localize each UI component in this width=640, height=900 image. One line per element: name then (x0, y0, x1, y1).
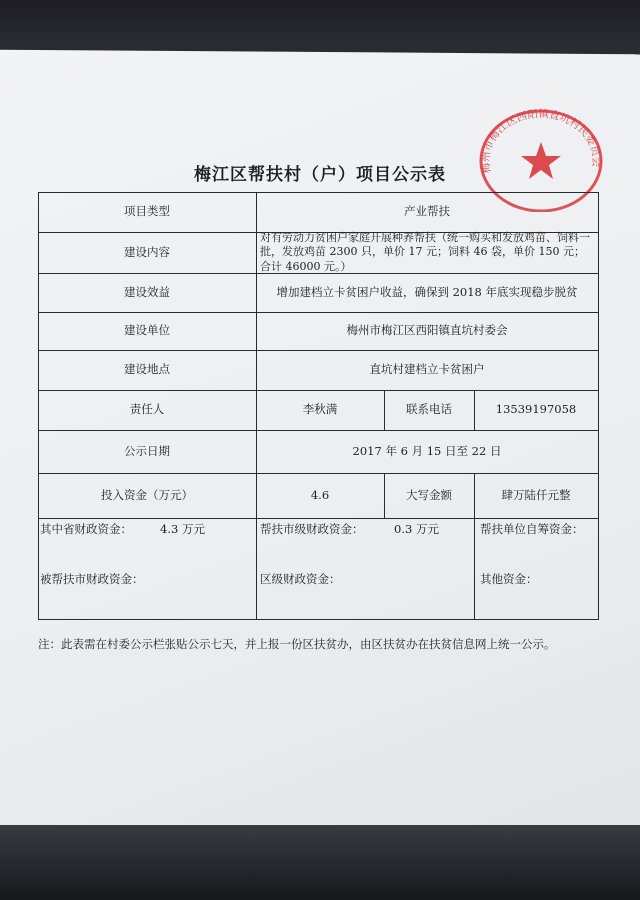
publicity-date-value: 2017 年 6 月 15 日至 22 日 (352, 443, 502, 458)
investment-value: 4.6 (310, 487, 330, 502)
benefit-label: 建设效益 (124, 284, 170, 299)
project-type-label: 项目类型 (124, 204, 170, 219)
responsible-value: 李秋满 (302, 402, 338, 417)
other-funds-label: 其他资金： (480, 572, 538, 587)
capital-amount-value: 肆万陆仟元整 (501, 487, 571, 502)
provincial-funds-value: 4.3 万元 (160, 522, 205, 537)
phone-label: 联系电话 (406, 402, 452, 417)
content-label: 建设内容 (124, 244, 170, 259)
footnote: 注：此表需在村委公示栏张贴公示七天，并上报一份区扶贫办，由区扶贫办在扶贫信息网上统一公示。 (38, 637, 556, 651)
investment-label: 投入资金（万元） (101, 487, 193, 502)
publicity-date-label: 公示日期 (124, 443, 170, 458)
municipal-funds-label: 帮扶市级财政资金： (260, 522, 364, 537)
capital-amount-label: 大写金额 (406, 487, 452, 502)
responsible-label: 责任人 (129, 402, 165, 417)
info-table (38, 192, 599, 620)
background-bottom (0, 825, 640, 900)
location-value: 直坑村建档立卡贫困户 (369, 362, 485, 377)
content-value: 对有劳动力贫困户家庭开展种养帮扶（统一购买和发放鸡苗、饲料一批，发放鸡苗 2300 只，单价 17 元；饲料 46 袋，单价 150 元；合计 46000 元。） (260, 231, 590, 273)
document-title: 梅江区帮扶村（户）项目公示表 (194, 165, 446, 185)
project-type-value: 产业帮扶 (404, 204, 450, 219)
benefit-value: 增加建档立卡贫困户收益，确保到 2018 年底实现稳步脱贫 (276, 284, 578, 299)
municipal-funds-value: 0.3 万元 (394, 522, 439, 537)
district-funds-label: 区级财政资金： (260, 572, 341, 587)
seal-text: 梅州市梅江区西阳镇直坑村民委员会 (479, 108, 603, 175)
provincial-funds-label: 其中省财政资金： (40, 522, 132, 537)
assisted-city-funds-label: 被帮扶市财政资金： (40, 572, 144, 587)
phone-value: 13539197058 (495, 402, 577, 417)
unit-value: 梅州市梅江区西阳镇直坑村委会 (346, 323, 508, 338)
star-icon (521, 142, 561, 179)
unit-label: 建设单位 (124, 323, 170, 338)
location-label: 建设地点 (124, 362, 170, 377)
self-raised-funds-label: 帮扶单位自筹资金： (480, 522, 584, 537)
